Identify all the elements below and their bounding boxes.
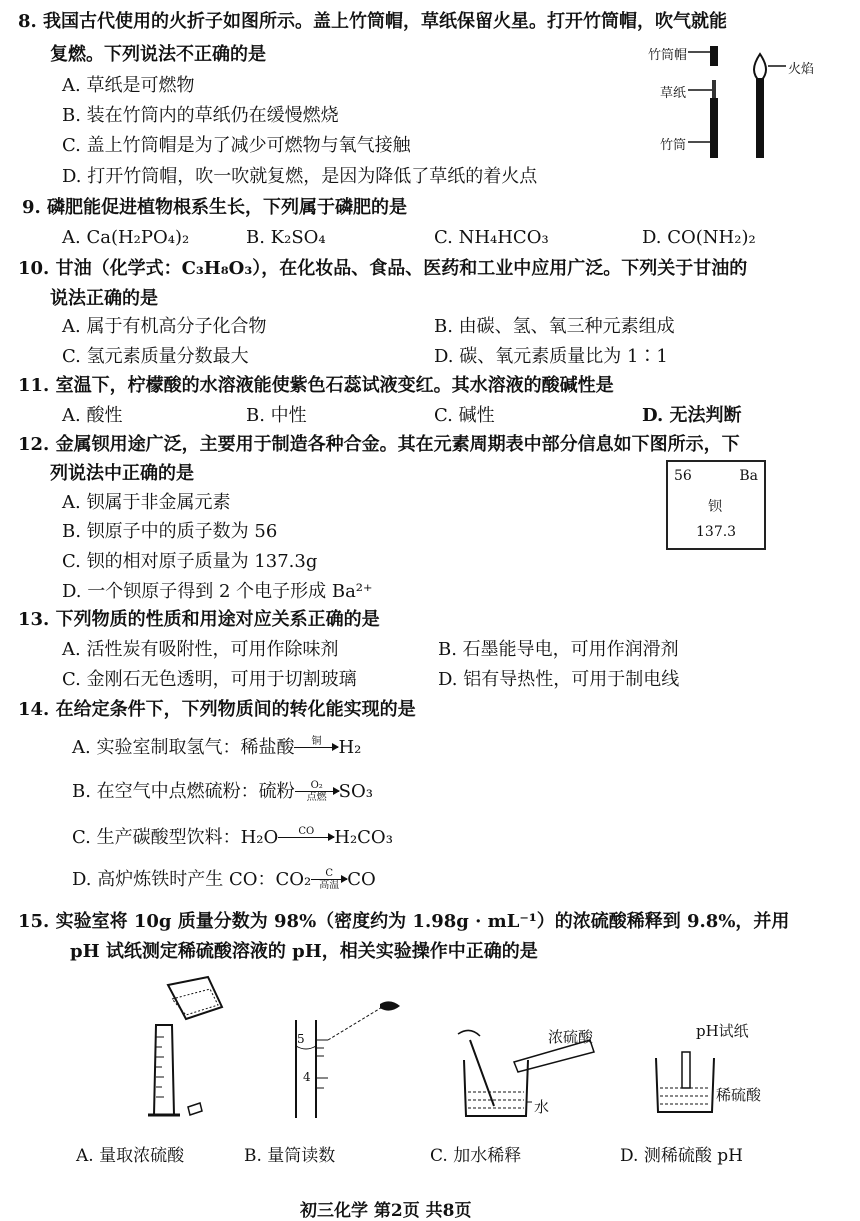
- figure-a-pouring: [118, 975, 228, 1125]
- q10-option-b[interactable]: B. 由碳、氢、氧三种元素组成: [434, 316, 675, 337]
- q14-option-a[interactable]: [72, 736, 361, 760]
- q14-option-c[interactable]: [72, 826, 393, 850]
- q14-a-product: H₂: [338, 737, 362, 758]
- q15-option-d[interactable]: D. 测稀硫酸 pH: [620, 1146, 743, 1166]
- q10-option-c[interactable]: C. 氢元素质量分数最大: [62, 346, 249, 367]
- q14-d-product: CO: [347, 869, 376, 890]
- q15-option-a[interactable]: A. 量取浓硫酸: [76, 1146, 185, 1166]
- fig-flame-label: 火焰: [788, 62, 815, 77]
- q10-stem-line1: 10. 甘油（化学式：C₃H₈O₃），在化妆品、食品、医药和工业中应用广泛。下列关于甘油的: [18, 258, 748, 279]
- q14-stem: 14. 在给定条件下，下列物质间的转化能实现的是: [18, 699, 416, 720]
- q8-stem-line2: 复燃。下列说法不正确的是: [50, 44, 266, 65]
- q14-b-condition-bottom: 点燃: [306, 791, 327, 803]
- q11-option-d[interactable]: D. 无法判断: [642, 405, 742, 426]
- figure-b-reading: [288, 1000, 418, 1120]
- q11-option-a[interactable]: A. 酸性: [62, 405, 123, 426]
- q9-stem: 9. 磷肥能促进植物根系生长，下列属于磷肥的是: [22, 197, 408, 218]
- q8-option-c[interactable]: C. 盖上竹筒帽是为了减少可燃物与氧气接触: [62, 135, 411, 156]
- label-conc-acid: 浓硫酸: [548, 1028, 594, 1046]
- q12-option-d[interactable]: D. 一个钡原子得到 2 个电子形成 Ba²⁺: [62, 581, 373, 602]
- q12-stem-line1: 12. 金属钡用途广泛，主要用于制造各种合金。其在元素周期表中部分信息如下图所示，下: [18, 434, 740, 455]
- q15-option-b[interactable]: B. 量筒读数: [244, 1146, 336, 1166]
- atomic-number: 56: [674, 468, 692, 484]
- q12-option-b[interactable]: B. 钡原子中的质子数为 56: [62, 521, 278, 542]
- label-ph-paper: pH试纸: [696, 1022, 749, 1040]
- q14-b-product: SO₃: [338, 781, 373, 802]
- label-water: 水: [534, 1098, 550, 1116]
- q11-option-b[interactable]: B. 中性: [246, 405, 307, 426]
- q10-stem-line2: 说法正确的是: [50, 288, 158, 309]
- q12-option-c[interactable]: C. 钡的相对原子质量为 137.3g: [62, 551, 318, 572]
- q14-d-prefix: D. 高炉炼铁时产生 CO：CO₂: [72, 869, 312, 890]
- atomic-mass: 137.3: [696, 524, 737, 540]
- q10-option-d[interactable]: D. 碳、氧元素质量比为 1∶1: [434, 346, 668, 367]
- element-name: 钡: [708, 499, 722, 515]
- page-footer: 初三化学 第2页 共8页: [300, 1201, 472, 1221]
- q12-option-a[interactable]: A. 钡属于非金属元素: [62, 492, 231, 513]
- q9-option-c[interactable]: C. NH₄HCO₃: [434, 227, 549, 248]
- q11-option-c[interactable]: C. 碱性: [434, 405, 495, 426]
- q14-option-d[interactable]: [72, 868, 376, 892]
- element-symbol: Ba: [739, 468, 758, 484]
- q15-stem-line2: pH 试纸测定稀硫酸溶液的 pH，相关实验操作中正确的是: [70, 941, 538, 962]
- q12-stem-line2: 列说法中正确的是: [50, 463, 194, 484]
- q14-c-condition: CO: [298, 825, 315, 837]
- q14-option-b[interactable]: [72, 780, 373, 804]
- q13-option-c[interactable]: C. 金刚石无色透明，可用于切割玻璃: [62, 669, 357, 690]
- q14-c-product: H₂CO₃: [334, 827, 393, 848]
- q8-option-b[interactable]: B. 装在竹筒内的草纸仍在缓慢燃烧: [62, 105, 339, 126]
- q13-option-a[interactable]: A. 活性炭有吸附性，可用作除味剂: [62, 639, 339, 660]
- q8-stem-line1: 8. 我国古代使用的火折子如图所示。盖上竹筒帽，草纸保留火星。打开竹筒帽，吹气就能: [18, 11, 728, 32]
- q10-option-a[interactable]: A. 属于有机高分子化合物: [62, 316, 267, 337]
- tick-label-5: 5: [297, 1032, 305, 1046]
- q13-option-b[interactable]: B. 石墨能导电，可用作润滑剂: [438, 639, 679, 660]
- barium-element-card: [666, 460, 766, 550]
- fig-paper-label: 草纸: [660, 86, 687, 101]
- q9-option-a[interactable]: A. Ca(H₂PO₄)₂: [62, 227, 190, 248]
- q9-option-b[interactable]: B. K₂SO₄: [246, 227, 326, 248]
- q9-option-d[interactable]: D. CO(NH₂)₂: [642, 227, 756, 248]
- label-dilute-acid: 稀硫酸: [716, 1086, 762, 1104]
- fig-tube-label: 竹筒: [660, 138, 687, 153]
- q14-d-condition-bottom: 高温: [319, 879, 340, 891]
- q15-option-c[interactable]: C. 加水稀释: [430, 1146, 522, 1166]
- fig-cap-label: 竹筒帽: [648, 48, 688, 63]
- q14-a-prefix: A. 实验室制取氢气：稀盐酸: [72, 737, 295, 758]
- q14-c-prefix: C. 生产碳酸型饮料：H₂O: [72, 827, 279, 848]
- q13-stem: 13. 下列物质的性质和用途对应关系正确的是: [18, 609, 380, 630]
- q14-b-prefix: B. 在空气中点燃硫粉：硫粉: [72, 781, 295, 802]
- tick-label-4: 4: [303, 1070, 311, 1084]
- q8-option-d[interactable]: D. 打开竹筒帽，吹一吹就复燃，是因为降低了草纸的着火点: [62, 166, 538, 187]
- q14-b-condition-top: O₂: [310, 779, 323, 791]
- q14-d-condition-top: C: [325, 867, 334, 879]
- q14-a-condition: 铜: [311, 735, 322, 747]
- q11-stem: 11. 室温下，柠檬酸的水溶液能使紫色石蕊试液变红。其水溶液的酸碱性是: [18, 375, 614, 396]
- figure-d-ph-test: [650, 1050, 720, 1120]
- q15-stem-line1: 15. 实验室将 10g 质量分数为 98%（密度约为 1.98g · mL⁻¹）的浓硫酸稀释到 9.8%，并用: [18, 911, 790, 932]
- q8-option-a[interactable]: A. 草纸是可燃物: [62, 75, 195, 96]
- q13-option-d[interactable]: D. 铝有导热性，可用于制电线: [438, 669, 680, 690]
